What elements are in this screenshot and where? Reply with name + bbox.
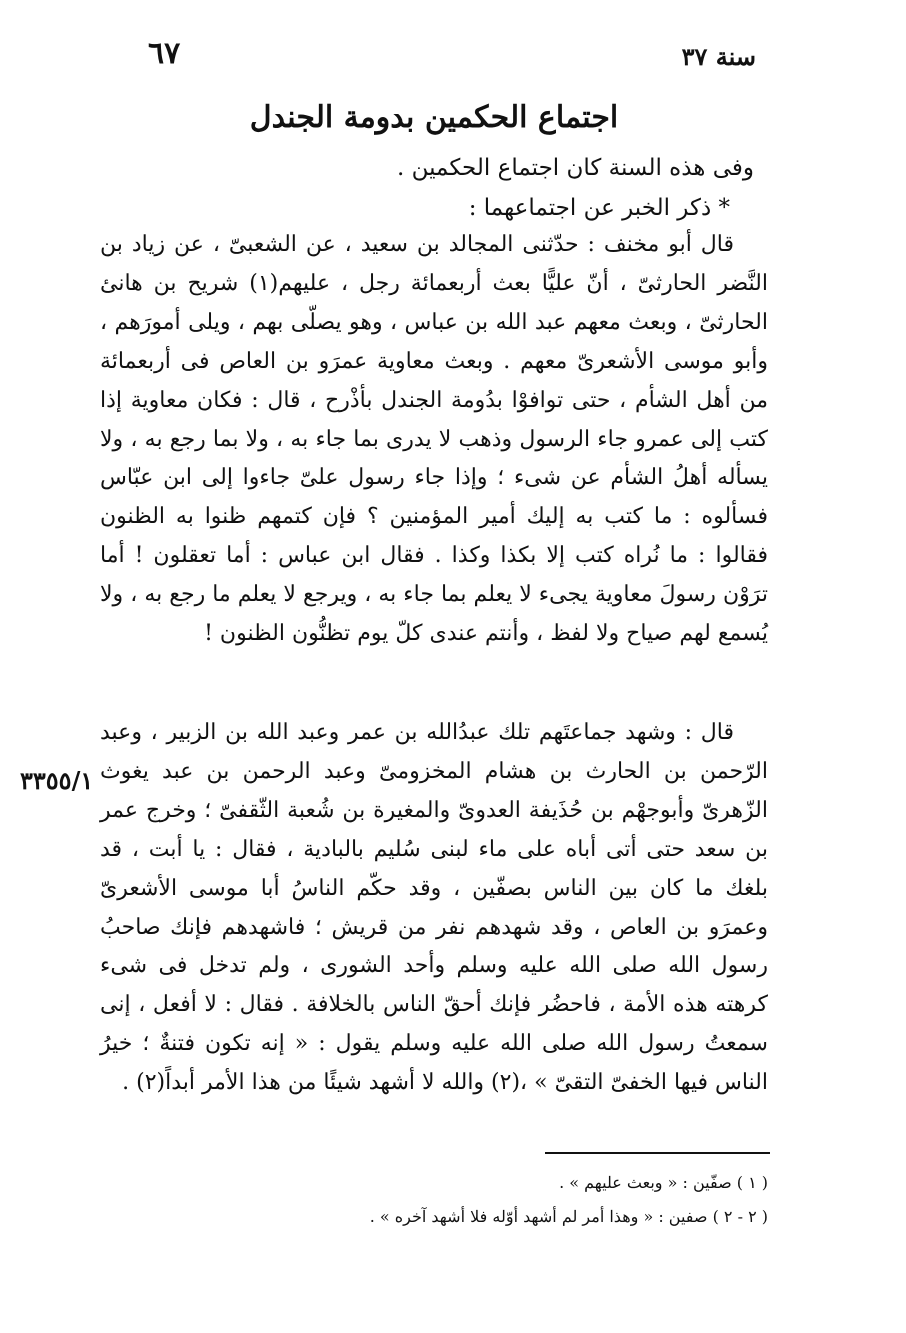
intro-block	[114, 148, 754, 228]
page-number: ٦٧	[148, 36, 181, 71]
footnote-1: ( ١ ) صفّين : « وبعث عليهم » .	[559, 1173, 768, 1192]
footnote-2: ( ٢ - ٢ ) صفين : « وهذا أمر لم أشهد أوّله فلا أشهد آخره » .	[369, 1207, 768, 1226]
paragraph-1	[100, 226, 768, 654]
section-title: اجتماع الحكمين بدومة الجندل	[249, 100, 619, 135]
footnote-divider	[545, 1152, 770, 1154]
paragraph-1-text: قال أبو مخنف : حدّثنى المجالد بن سعيد ، عن الشعبىّ ، عن زياد بن النَّضر الحارثىّ ، أنّ عليًّا بعث أربعمائة رجل ، عليهم(١) شريح بن هانئ الحارثىّ ، وبعث معهم عبد الله بن عباس ، وهو يصلّى بهم ، ويلى أمورَهم ، وأبو موسى الأشعرىّ معهم . وبعث معاوية عمرَو بن العاص فى أربعمائة من أهل الشأم ، حتى توافوْا بدُومة الجندل بأذْرح ، قال : فكان معاوية إذا كتب إلى عمرو جاء الرسول وذهب لا يدرى بما جاء به ، ولا بما رجع به ، ولا يسأله أهلُ الشأم عن شىء ؛ وإذا جاء رسول علىّ جاءوا إلى ابن عبّاس فسألوه : ما كتب به إليك أمير المؤمنين ؟ فإن كتمهم ظنوا به الظنون فقالوا : ما نُراه كتب إلا بكذا وكذا . فقال ابن عباس : أما تعقلون ! أما ترَوْن رسولَ معاوية يجىء لا يعلم بما جاء به ، ويرجع لا يعلم ما رجع به ، ولا يُسمع لهم صياح ولا لفظ ، وأنتم عندى كلّ يوم تظنُّون الظنون !	[100, 232, 768, 647]
intro-line-report: * ذكر الخبر عن اجتماعهما :	[468, 195, 730, 221]
paragraph-2-text: قال : وشهد جماعتَهم تلك عبدُالله بن عمر وعبد الله بن الزبير ، وعبد الرّحمن بن الحارث بن هشام المخزومىّ وعبد الرحمن بن عبد يغوث الزّهرىّ وأبوجهْم بن حُذَيفة العدوىّ والمغيرة بن شُعبة الثّقفىّ ؛ وخرج عمر بن سعد حتى أتى أباه على ماء لبنى سُليم بالبادية ، فقال : يا أبت ، قد بلغك ما كان بين الناس بصفّين ، وقد حكّم الناسُ أبا موسى الأشعرىّ وعمرَو بن العاص ، وقد شهدهم نفر من قريش ؛ فاشهدهم فإنك صاحبُ رسول الله صلى الله عليه وسلم وأحد الشورى ، ولم تدخل فى شىء كرهته هذه الأمة ، فاحضُر فإنك أحقّ الناس بالخلافة . فقال : لا أفعل ، إنى سمعتُ رسول الله صلى الله عليه وسلم يقول : « إنه تكون فتنةٌ ؛ خيرُ الناس فيها الخفىّ التقىّ » ،(٢) والله لا أشهد شيئًا من هذا الأمر أبداً(٢) .	[100, 720, 768, 1096]
paragraph-2	[100, 714, 768, 1103]
footnotes	[148, 1166, 768, 1234]
year-label: سنة ٣٧	[681, 42, 756, 71]
intro-line-year: وفى هذه السنة كان اجتماع الحكمين .	[396, 155, 754, 181]
margin-reference: ٣٣٥٥/١	[20, 766, 94, 795]
